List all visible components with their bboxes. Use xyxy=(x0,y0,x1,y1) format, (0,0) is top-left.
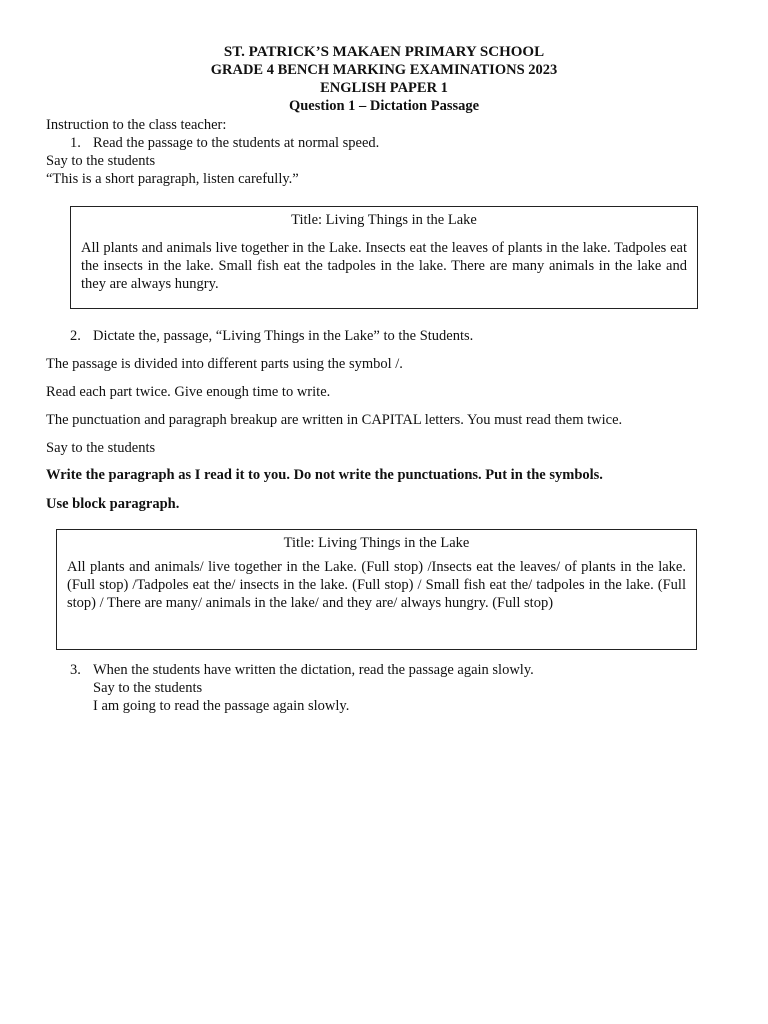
passage-box-2 xyxy=(56,529,697,650)
read-twice-note: Read each part twice. Give enough time to write. xyxy=(46,384,331,400)
passage-box-2-title: Title: Living Things in the Lake xyxy=(283,535,470,551)
say-to-students-1: Say to the students xyxy=(46,153,156,169)
punctuation-note: The punctuation and paragraph breakup are written in CAPITAL letters. You must read them twice. xyxy=(46,412,623,428)
bold-instruction-1: Write the paragraph as I read it to you. Do not write the punctuations. Put in the symbols. xyxy=(46,467,603,483)
passage-box-2-body: All plants and animals/ live together in the Lake. (Full stop) /Insects eat the leaves/ of plants in the lake. (Full stop) /Tadpoles eat the/ insects in the lake. (Full stop) / Small fish eat the/ tadpoles in the lake. (Full stop) / There are many/ animals in the lake/ and they are/ always hungry. (Full stop) xyxy=(67,559,686,611)
passage-box-1 xyxy=(70,206,698,309)
step-3-text: When the students have written the dictation, read the passage again slowly. xyxy=(93,662,534,678)
step-1-number: 1. xyxy=(70,135,81,151)
document-header xyxy=(0,43,768,115)
read-again-line: I am going to read the passage again slowly. xyxy=(93,698,350,714)
say-to-students-2: Say to the students xyxy=(46,440,156,456)
passage-box-1-body: All plants and animals live together in the Lake. Insects eat the leaves of plants in the lake. Tadpoles eat the insects in the lake. Small fish eat the tadpoles in the lake. There are many animals in the lake and they are always hungry. xyxy=(81,240,687,292)
instruction-intro: Instruction to the class teacher: xyxy=(46,117,227,133)
exam-title: GRADE 4 BENCH MARKING EXAMINATIONS 2023 xyxy=(210,62,558,78)
say-to-students-3: Say to the students xyxy=(93,680,203,696)
step-3-number: 3. xyxy=(70,662,81,678)
paper-title: ENGLISH PAPER 1 xyxy=(320,80,448,96)
step-2-number: 2. xyxy=(70,328,81,344)
symbol-explanation: The passage is divided into different parts using the symbol /. xyxy=(46,356,403,372)
school-name: ST. PATRICK’S MAKAEN PRIMARY SCHOOL xyxy=(223,44,545,60)
passage-box-1-title: Title: Living Things in the Lake xyxy=(291,212,477,228)
bold-instruction-2: Use block paragraph. xyxy=(46,496,180,512)
step-1-text: Read the passage to the students at normal speed. xyxy=(93,135,380,151)
step-2-text: Dictate the, passage, “Living Things in the Lake” to the Students. xyxy=(93,328,474,344)
question-title: Question 1 – Dictation Passage xyxy=(288,98,480,114)
short-paragraph-quote: “This is a short paragraph, listen carefully.” xyxy=(46,171,299,187)
